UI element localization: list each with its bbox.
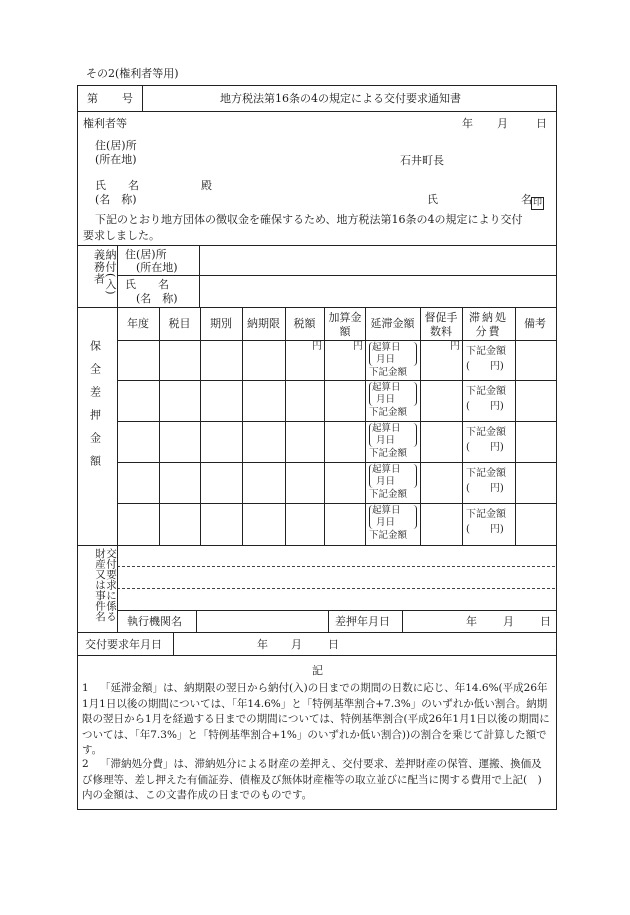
header-due-date: 納期限 [247,317,280,330]
yen-unit-additional: 円 [353,341,363,352]
seizure-date-day: 日 [540,615,551,628]
header-disposition-cost: 滞納処分費 [469,311,508,338]
signer-label: 氏 [427,193,438,206]
disposition-below-amount: 下記金額 [466,468,506,479]
header-delinquency: 延滞金額 [370,317,415,330]
start-date-label: 起算日 [372,464,401,475]
disposition-yen-placeholder: ( 円) [466,442,504,453]
delinquency-below-amount: 下記金額 [369,448,408,459]
start-date-label: 起算日 [372,342,401,353]
document-title: 地方税法第16条の4の規定による交付要求通知書 [220,92,461,105]
month-day-label: 月日 [376,354,396,365]
month-day-label: 月日 [376,394,396,405]
header-tax-item: 税目 [168,317,191,330]
disposition-below-amount: 下記金額 [466,509,506,520]
taxpayer-address-label: 住(居)所 [125,248,167,261]
disposition-yen-placeholder: ( 円) [466,361,504,372]
delinquency-below-amount: 下記金額 [369,489,408,500]
start-date-label: 起算日 [372,423,401,434]
issue-date-day: 日 [536,117,547,130]
signer-label-end: 名 [521,193,532,206]
seal-mark: 印 [533,198,543,208]
note-item-2: 2 「滞納処分費」は、滞納処分による財産の差押え、交付要求、差押財産の保管、運搬、換価及び修理等、差し押えた有価証券、債権及び無体財産権等の取立並びに配当に関する費用で上記( )内の金額は、この文書作成の日までのものです。 [82,758,542,801]
doc-number-suffix: 号 [122,92,133,105]
delinquency-below-amount: 下記金額 [369,367,408,378]
notes-heading: 記 [312,664,323,677]
addressee-address-label: 住(居)所 [95,139,137,152]
disposition-yen-placeholder: ( 円) [466,524,504,535]
start-date-label: 起算日 [372,382,401,393]
request-date-year: 年 [257,638,268,651]
disposition-below-amount: 下記金額 [466,386,506,397]
request-date-label: 交付要求年月日 [85,638,162,651]
property-side-label: 交付要求に係る財産又は事件名 [93,548,117,622]
intro-text-line2: 要求しました。 [83,229,160,242]
yen-unit-tax: 円 [312,341,322,352]
month-day-label: 月日 [376,517,396,528]
doc-number-prefix: 第 [87,92,98,105]
delinquency-below-amount: 下記金額 [369,530,408,541]
issue-date-month: 月 [497,117,508,130]
seizure-date-label: 差押年月日 [335,615,390,628]
addressee-label: 権利者等 [83,117,127,130]
addressee-name-label: 氏 名 [95,179,139,192]
delinquency-below-amount: 下記金額 [369,407,408,418]
month-day-label: 月日 [376,476,396,487]
seizure-date-year: 年 [466,615,477,628]
month-day-label: 月日 [376,435,396,446]
request-date-day: 日 [328,638,339,651]
addressee-name-sublabel: (名 称) [95,193,137,206]
note-item-1: 1 「延滞金額」は、納期限の翌日から納付(入)の日までの期間の日数に応じ、年14.6%(平成26年1月1日以後の期間については、「年14.6%」と「特例基準割合+7.3%」のいずれか低い割合。納期限の翌日から1月を経過する日までの期間については、特例基準割合(平成26年1月1日以後の期間については、「年7.3%」と「特例基準割合+1%」のいずれか低い割合))の割合を乗じて計算した額です。 [82,682,550,756]
disposition-below-amount: 下記金額 [466,346,506,357]
seizure-date-month: 月 [503,615,514,628]
request-date-month: 月 [291,638,302,651]
amounts-side-label: 保全差押金額 [88,340,102,478]
issue-date-year: 年 [462,117,473,130]
taxpayer-side-label: 納付(入)義務者 [92,249,117,296]
header-term: 期別 [210,317,232,330]
disposition-yen-placeholder: ( 円) [466,483,504,494]
addressee-address-sublabel: (所在地) [95,153,137,166]
issuer-name: 石井町長 [400,154,444,167]
header-tax-amount: 税額 [293,317,316,330]
form-variant-label: その2(権利者等用) [86,67,179,80]
header-remarks: 備考 [524,317,546,330]
taxpayer-name-label: 氏 名 [125,278,169,291]
taxpayer-address-sublabel: (所在地) [136,261,178,274]
intro-text-line1: 下記のとおり地方団体の徴収金を確保するため、地方税法第16条の4の規定により交付 [95,213,523,226]
agency-label: 執行機関名 [127,615,182,628]
yen-unit-fee: 円 [450,341,460,352]
header-additional-tax: 加算金額 [328,311,362,338]
header-fiscal-year: 年度 [127,317,149,330]
start-date-label: 起算日 [372,505,401,516]
disposition-below-amount: 下記金額 [466,427,506,438]
honorific: 殿 [201,179,212,192]
taxpayer-name-sublabel: (名 称) [136,292,178,305]
disposition-yen-placeholder: ( 円) [466,401,504,412]
header-reminder-fee: 督促手数料 [424,311,458,338]
